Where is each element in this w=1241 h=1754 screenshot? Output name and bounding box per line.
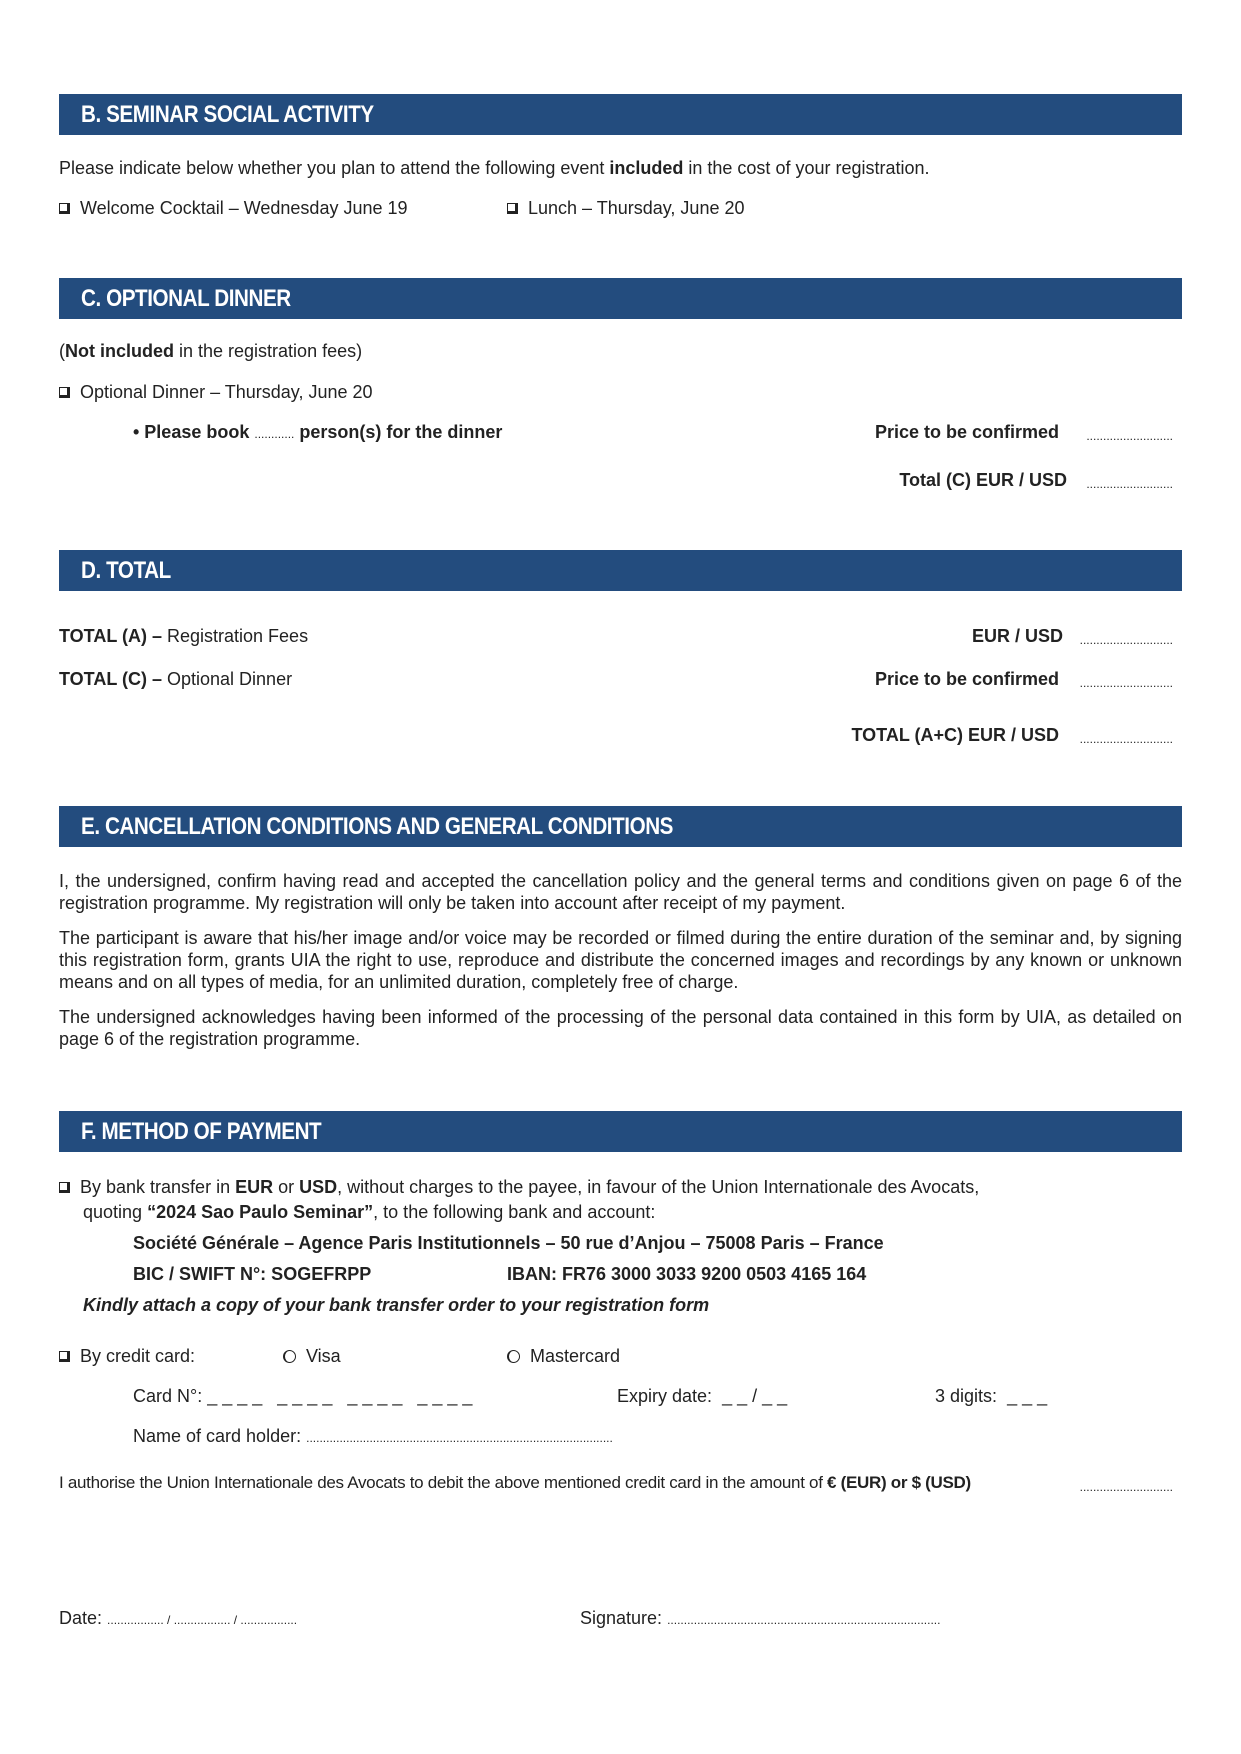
option-label: Lunch – Thursday, June 20 bbox=[528, 198, 745, 218]
authorise-amount-field[interactable]: ............................ bbox=[1079, 1480, 1173, 1494]
section-b-header bbox=[59, 94, 1182, 135]
note-text: in the registration fees) bbox=[174, 341, 363, 361]
signature-field[interactable]: .................................................................................. bbox=[667, 1613, 941, 1627]
authorise-currency: € (EUR) or $ (USD) bbox=[827, 1473, 971, 1492]
intro-text: Please indicate below whether you plan to attend the following event bbox=[59, 158, 610, 178]
section-d-header bbox=[59, 550, 1182, 591]
option-label: Optional Dinner – Thursday, June 20 bbox=[80, 382, 373, 402]
total-c-price-label: Price to be confirmed bbox=[874, 669, 1059, 689]
date-row bbox=[59, 1607, 297, 1631]
bank-transfer-option[interactable] bbox=[59, 1176, 979, 1198]
bank-text: By bank transfer in bbox=[80, 1177, 236, 1197]
bank-usd: USD bbox=[299, 1177, 338, 1197]
date-label: Date: bbox=[59, 1608, 103, 1628]
checkbox-icon[interactable] bbox=[59, 203, 70, 214]
total-c-row bbox=[59, 668, 292, 690]
expiry-field[interactable]: _ _ / _ _ bbox=[722, 1386, 788, 1406]
quoting-text: quoting bbox=[83, 1202, 148, 1222]
book-label-post: person(s) for the dinner bbox=[294, 422, 503, 442]
total-a-field[interactable]: ............................ bbox=[1079, 633, 1173, 647]
dinner-note bbox=[59, 340, 362, 362]
digits-label: 3 digits: bbox=[935, 1386, 998, 1406]
mastercard-option[interactable] bbox=[507, 1345, 620, 1367]
section-b-title: B. SEMINAR SOCIAL ACTIVITY bbox=[81, 101, 374, 128]
book-label: • Please book bbox=[133, 422, 255, 442]
note-paren: ( bbox=[59, 341, 65, 361]
grand-total-label: TOTAL (A+C) EUR / USD bbox=[851, 725, 1059, 745]
welcome-cocktail-option[interactable] bbox=[59, 197, 408, 219]
attach-note: Kindly attach a copy of your bank transfer order to your registration form bbox=[83, 1295, 710, 1315]
personal-data-paragraph: The undersigned acknowledges having been informed of the processing of the personal data contained in this form by UIA, as detailed on page 6 of the registration programme. bbox=[59, 1007, 1182, 1049]
card-holder-label: Name of card holder: bbox=[133, 1426, 302, 1446]
intro-text-post: in the cost of your registration. bbox=[683, 158, 930, 178]
bank-text-post: , without charges to the payee, in favour of the Union Internationale des Avocats, bbox=[337, 1177, 980, 1197]
checkbox-icon[interactable] bbox=[59, 1351, 70, 1362]
total-c-row-label: TOTAL (C) – bbox=[59, 669, 162, 689]
section-e-header bbox=[59, 806, 1182, 847]
section-b-intro bbox=[59, 157, 930, 179]
mastercard-label: Mastercard bbox=[530, 1346, 621, 1366]
card-holder-field[interactable]: ............................................................................................ bbox=[306, 1431, 613, 1445]
total-a-currency: EUR / USD bbox=[971, 626, 1063, 646]
note-bold: Not included bbox=[65, 341, 174, 361]
optional-dinner-option[interactable] bbox=[59, 381, 373, 403]
section-e-title: E. CANCELLATION CONDITIONS AND GENERAL CONDITIONS bbox=[81, 813, 674, 840]
bank-eur: EUR bbox=[235, 1177, 274, 1197]
total-c-row-field[interactable]: ............................ bbox=[1079, 676, 1173, 690]
intro-bold: included bbox=[609, 158, 684, 178]
option-label: Welcome Cocktail – Wednesday June 19 bbox=[80, 198, 408, 218]
bic-swift: BIC / SWIFT N°: SOGEFRPP bbox=[133, 1264, 372, 1284]
iban: IBAN: FR76 3000 3033 9200 0503 4165 164 bbox=[507, 1264, 867, 1284]
total-c-label: Total (C) EUR / USD bbox=[899, 470, 1067, 490]
bank-address: Société Générale – Agence Paris Institutionnels – 50 rue d’Anjou – 75008 Paris – France bbox=[133, 1233, 884, 1253]
card-number-label: Card N°: bbox=[133, 1386, 203, 1406]
visa-label: Visa bbox=[306, 1346, 341, 1366]
total-a-label: TOTAL (A) – bbox=[59, 626, 162, 646]
persons-count-field[interactable]: ............ bbox=[254, 427, 295, 441]
authorise-text: I authorise the Union Internationale des Avocats to debit the above mentioned credit card in the amount of bbox=[59, 1473, 828, 1492]
section-d-title: D. TOTAL bbox=[81, 557, 171, 584]
book-persons-line bbox=[133, 421, 502, 445]
cvv-row bbox=[935, 1385, 1047, 1407]
radio-icon[interactable] bbox=[283, 1350, 296, 1363]
bank-or: or bbox=[273, 1177, 300, 1197]
section-c-title: C. OPTIONAL DINNER bbox=[81, 285, 291, 312]
image-rights-paragraph: The participant is aware that his/her image and/or voice may be recorded or filmed during the entire duration of the seminar and, by signing this registration form, grants UIA the right to use, reproduce and distribute the concerned images and recordings by any known or unknown means and on all types of media, for an unlimited duration, completely free of charge. bbox=[59, 928, 1182, 992]
expiry-label: Expiry date: bbox=[617, 1386, 713, 1406]
section-c-header bbox=[59, 278, 1182, 319]
signature-label: Signature: bbox=[580, 1608, 663, 1628]
digits-field[interactable]: _ _ _ bbox=[1007, 1386, 1048, 1406]
checkbox-icon[interactable] bbox=[59, 1182, 70, 1193]
quoting-reference: “2024 Sao Paulo Seminar” bbox=[147, 1202, 374, 1222]
credit-card-label: By credit card: bbox=[80, 1346, 196, 1366]
date-field[interactable]: ................. / ................. / ................. bbox=[107, 1613, 298, 1627]
checkbox-icon[interactable] bbox=[507, 203, 518, 214]
radio-icon[interactable] bbox=[507, 1350, 520, 1363]
price-field[interactable]: .......................... bbox=[1086, 429, 1173, 443]
card-holder-row bbox=[133, 1425, 613, 1449]
grand-total-field[interactable]: ............................ bbox=[1079, 732, 1173, 746]
quoting-line bbox=[83, 1201, 655, 1223]
total-a-desc: Registration Fees bbox=[162, 626, 309, 646]
total-c-row-desc: Optional Dinner bbox=[162, 669, 293, 689]
price-to-be-confirmed-label: Price to be confirmed bbox=[874, 422, 1059, 442]
credit-card-option[interactable] bbox=[59, 1345, 195, 1367]
lunch-option[interactable] bbox=[507, 197, 744, 219]
total-c-field[interactable]: .......................... bbox=[1086, 477, 1173, 491]
cancellation-paragraph: I, the undersigned, confirm having read and accepted the cancellation policy and the general terms and conditions given on page 6 of the registration programme. My registration will only be taken into account after receipt of my payment. bbox=[59, 871, 1182, 913]
authorisation-line bbox=[59, 1472, 971, 1494]
visa-option[interactable] bbox=[283, 1345, 341, 1367]
total-a-row bbox=[59, 625, 308, 647]
section-f-title: F. METHOD OF PAYMENT bbox=[81, 1118, 322, 1145]
card-number-row bbox=[133, 1385, 472, 1407]
section-f-header bbox=[59, 1111, 1182, 1152]
expiry-row bbox=[617, 1385, 787, 1407]
checkbox-icon[interactable] bbox=[59, 387, 70, 398]
card-number-field[interactable]: _ _ _ _ _ _ _ _ _ _ _ _ _ _ _ _ bbox=[207, 1386, 473, 1406]
signature-row bbox=[580, 1607, 940, 1631]
quoting-text-post: , to the following bank and account: bbox=[373, 1202, 656, 1222]
